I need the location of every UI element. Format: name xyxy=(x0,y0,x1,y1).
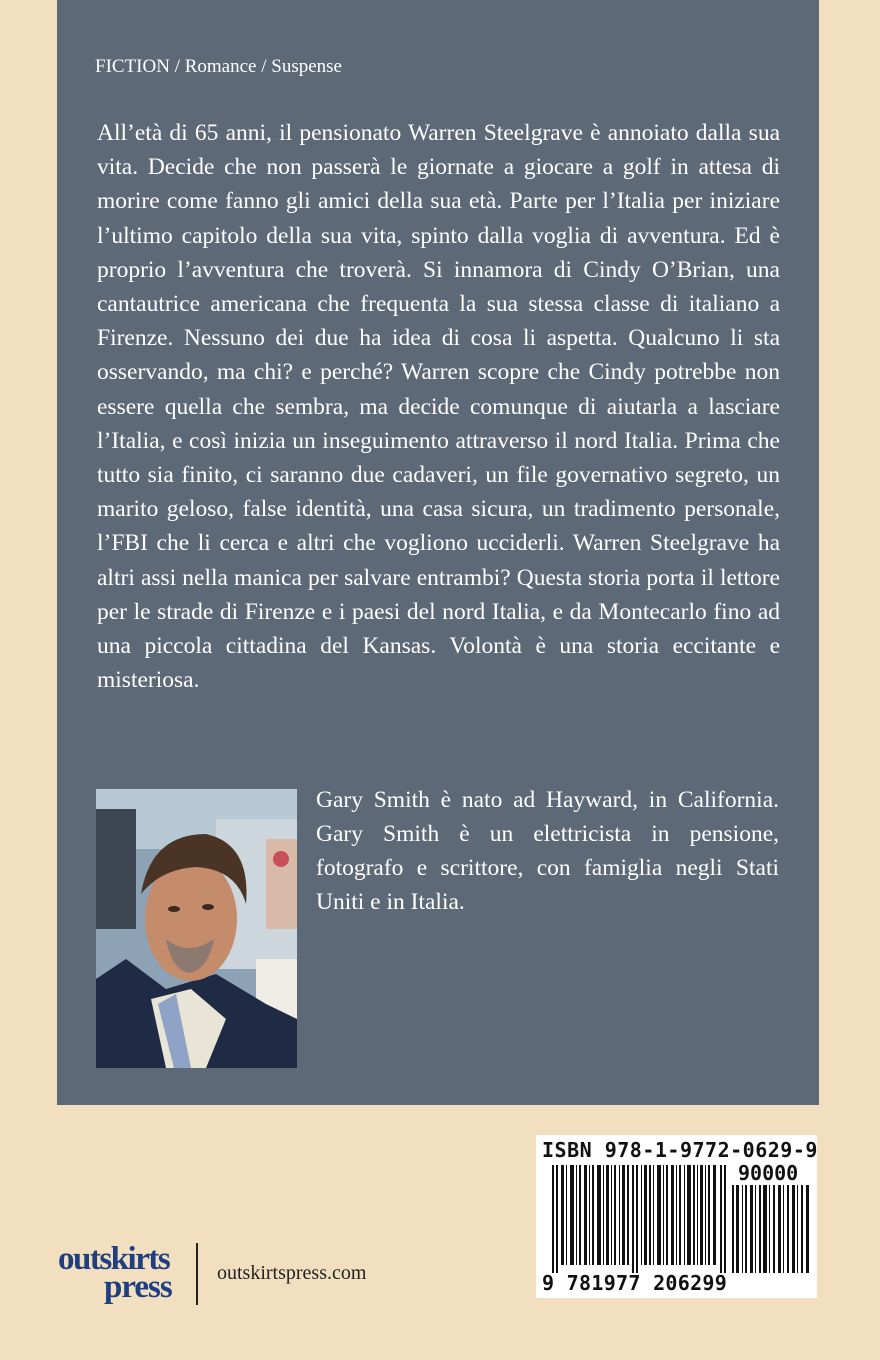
publisher-website: outskirtspress.com xyxy=(217,1262,367,1284)
logo-press-text: press xyxy=(104,1269,172,1305)
price-code: 90000 xyxy=(738,1161,799,1185)
logo-divider xyxy=(196,1243,198,1305)
isbn-barcode xyxy=(536,1135,817,1298)
book-blurb: All’età di 65 anni, il pensionato Warren Steelgrave è annoiato dalla sua vita. Decide che non passerà le giornate a giocare a golf in attesa di morire come fanno gli amici della sua età. Parte per l’Italia per iniziare l’ultimo capitolo della sua vita, spinto dalla voglia di avventura. Ed è proprio l’avventura che troverà. Si innamora di Cindy O’Brian, una cantautrice americana che frequenta la sua stessa classe di italiano a Firenze. Nessuno dei due ha idea di cosa li aspetta. Qualcuno li sta osservando, ma chi? e perché? Warren scopre che Cindy potrebbe non essere quella che sembra, ma decide comunque di aiutarla a lasciare l’Italia, e così inizia un inseguimento attraverso il nord Italia. Prima che tutto sia finito, ci saranno due cadaveri, un file governativo segreto, un marito geloso, false identità, una casa sicura, un tradimento personale, l’FBI che li cerca e altri che vogliono ucciderli. Warren Steelgrave ha altri assi nella manica per salvare entrambi? Questa storia porta il lettore per le strade di Firenze e i paesi del nord Italia, e da Montecarlo fino ad una piccola cittadina del Kansas. Volontà è una storia eccitante e misteriosa. xyxy=(97,120,780,694)
barcode-bars xyxy=(552,1165,730,1273)
author-bio: Gary Smith è nato ad Hayward, in California. Gary Smith è un elettricista in pensione, fotografo e scrittore, con famiglia negli Stati Uniti e in Italia. xyxy=(316,787,779,915)
author-photo xyxy=(96,789,297,1068)
barcode-digits: 9 781977 206299 xyxy=(542,1271,728,1295)
isbn-label: ISBN 978-1-9772-0629-9 xyxy=(542,1138,818,1162)
genre-label: FICTION / Romance / Suspense xyxy=(95,56,342,77)
logo-outskirts-text: outskirts xyxy=(58,1241,170,1277)
outskirts-press-logo xyxy=(58,1243,182,1305)
price-addon-bars xyxy=(732,1185,810,1273)
